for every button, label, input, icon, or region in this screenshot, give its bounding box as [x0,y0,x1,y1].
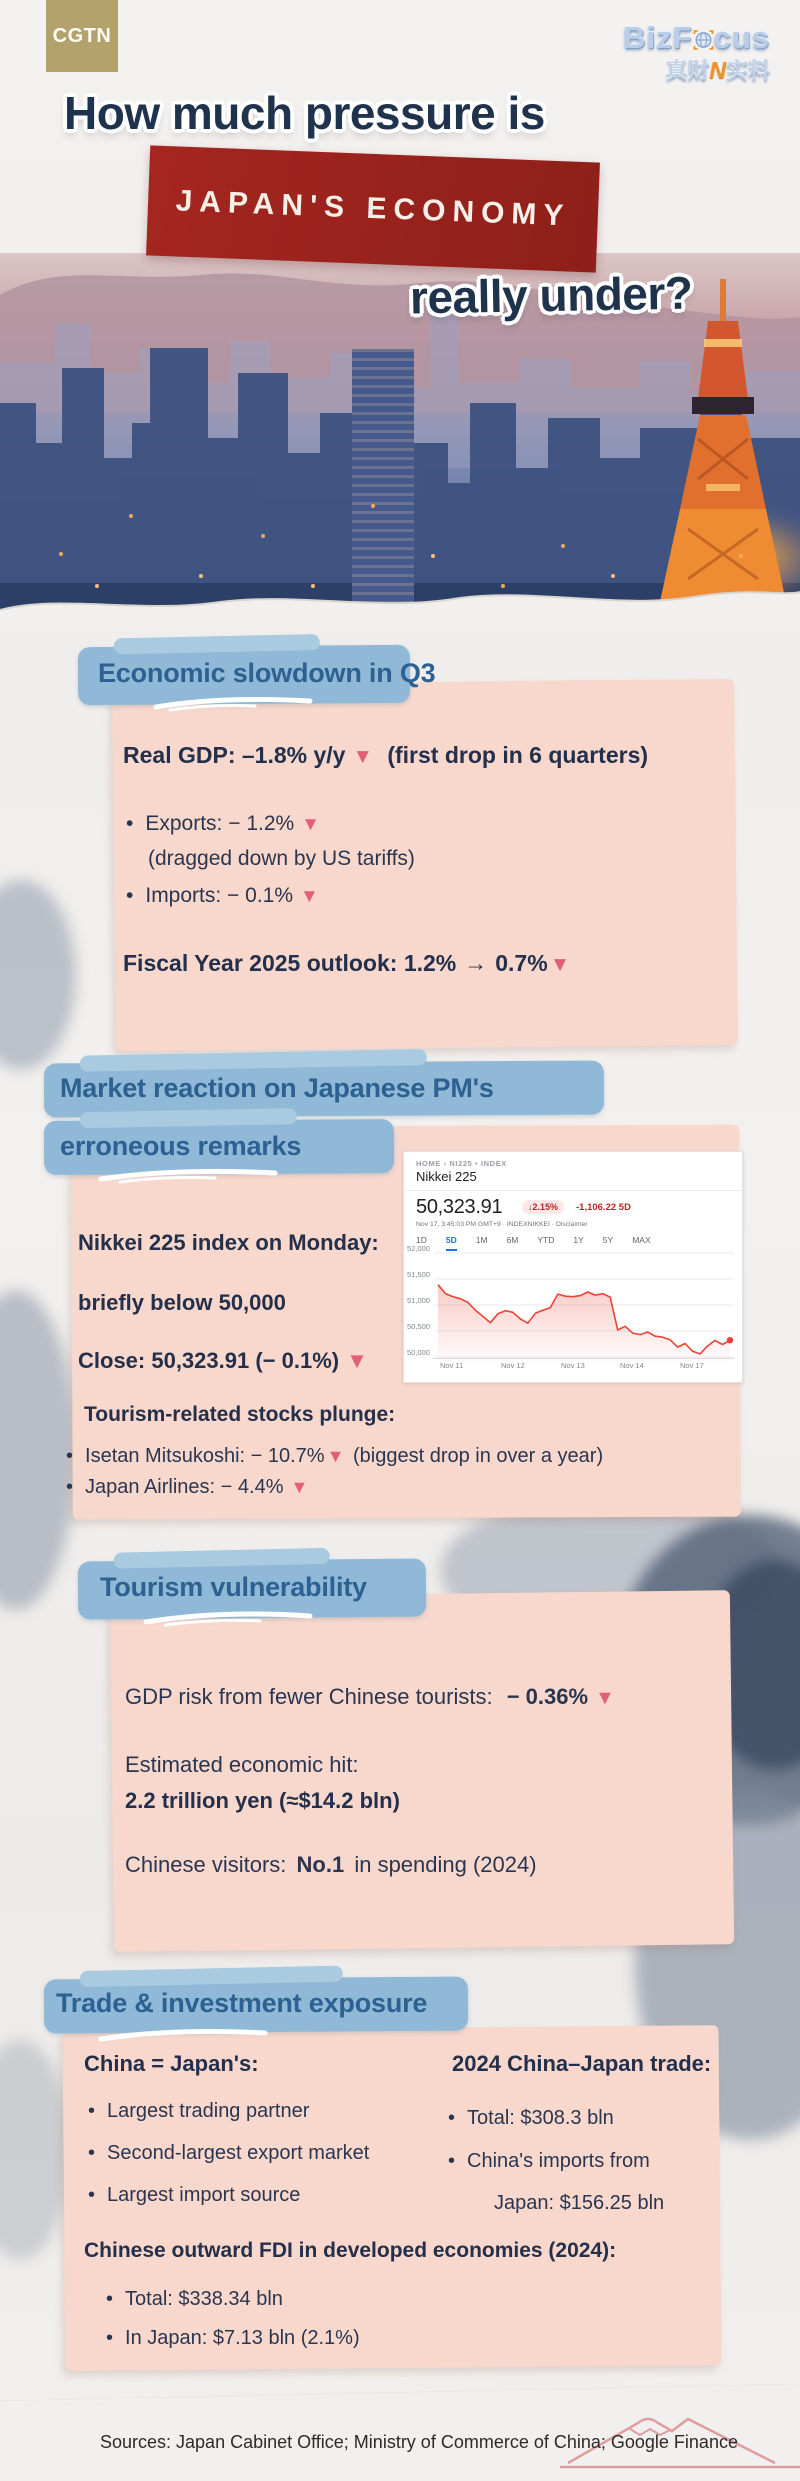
visitors-suffix: in spending (2024) [354,1852,537,1877]
right-bullet-2 [448,2150,650,2173]
bullet-icon: • [126,812,134,835]
brush-swoosh [95,2026,275,2044]
stock-bullet-isetan [66,1445,603,1468]
bullet-icon: • [106,2327,114,2349]
bizfocus-cn-left: 真财 [665,58,710,83]
fdi-bullet-1-text: Total: $338.34 bln [125,2288,283,2310]
bizfocus-text-right: cus [713,20,770,55]
imports-bullet [126,884,319,908]
y-tick: 51,500 [407,1270,430,1279]
x-tick: Nov 12 [501,1361,525,1370]
y-tick: 51,000 [407,1296,430,1305]
right-bullet-1-text: Total: $308.3 bln [467,2107,614,2129]
main-title-line2: really under? [409,266,693,324]
bizfocus-wordmark [623,20,770,56]
fdi-bullet-2-text: In Japan: $7.13 bln (2.1%) [125,2327,360,2349]
paper-crease [0,2384,800,2403]
title-highlight-box [146,145,600,272]
tokyo-tower-illustration [648,279,798,615]
right-bullet-2-cont: Japan: $156.25 bln [494,2192,665,2214]
down-triangle-icon: ▼ [300,886,319,907]
imports-value: Imports: − 0.1% [145,884,294,907]
x-tick: Nov 14 [620,1361,644,1370]
tab-5d[interactable]: 5D [446,1232,457,1251]
bullet-icon: • [448,2107,456,2129]
chart-title: Nikkei 225 [416,1169,477,1184]
tab-1d[interactable]: 1D [416,1235,427,1245]
economic-hit-label: Estimated economic hit: [125,1752,359,1777]
left-bullet-3-text: Largest import source [107,2184,301,2206]
bullet-icon: • [126,884,134,907]
nikkei-text-line2: briefly below 50,000 [78,1290,286,1315]
y-tick: 52,000 [407,1244,430,1253]
down-triangle-icon: ▼ [301,814,320,835]
title-highlight-text: JAPAN'S ECONOMY [175,184,571,233]
right-bullet-1 [448,2107,614,2130]
right-bullet-2-line1: China's imports from [467,2150,650,2172]
tab-1y[interactable]: 1Y [573,1235,584,1245]
left-bullet-1 [88,2100,309,2123]
left-bullet-2-text: Second-largest export market [107,2142,370,2164]
divider [404,1190,742,1191]
chart-price: 50,323.91 [416,1196,503,1218]
bizfocus-chinese [623,54,770,85]
main-title-line1: How much pressure is [64,87,545,139]
fdi-bullet-2 [106,2327,360,2350]
section3-header: Tourism vulnerability [100,1572,367,1602]
y-tick: 50,000 [407,1348,430,1357]
brush-swoosh [140,1608,320,1628]
stocks-plunge-header: Tourism-related stocks plunge: [84,1403,396,1426]
change-percent-badge: ↓2.15% [522,1200,564,1214]
gdp-risk-label: GDP risk from fewer Chinese tourists: [125,1684,493,1709]
bizfocus-n-arrow: N [709,57,726,83]
close-value: Close: 50,323.91 (− 0.1%) [78,1348,340,1373]
torn-paper-edge [0,584,800,628]
down-triangle-icon: ▼ [346,1348,368,1373]
tab-1m[interactable]: 1M [475,1235,488,1245]
fdi-header: Chinese outward FDI in developed economies (2024): [84,2239,617,2262]
down-triangle-icon: ▼ [290,1477,309,1497]
left-bullet-1-text: Largest trading partner [107,2100,310,2122]
fiscal-outlook-label: Fiscal Year 2025 outlook: 1.2% [123,950,457,976]
gdp-risk-line [125,1684,615,1710]
down-triangle-icon: ▼ [326,1446,345,1466]
google-finance-chart [403,1151,743,1383]
breadcrumb[interactable]: HOME › NI225 • INDEX [416,1159,507,1168]
change-absolute: -1,106.22 5D [576,1202,631,1213]
exports-bullet [126,812,320,836]
down-triangle-icon: ▼ [595,1687,615,1709]
x-tick: Nov 11 [440,1361,464,1370]
bullet-icon: • [88,2142,96,2164]
bullet-icon: • [448,2150,456,2172]
section4-header: Trade & investment exposure [56,1988,428,2018]
arrow-right-icon: → [464,950,488,976]
left-bullet-3 [88,2184,300,2207]
bullet-icon: • [106,2288,114,2310]
x-axis [432,1358,734,1359]
fdi-bullet-1 [106,2288,283,2311]
exports-note: (dragged down by US tariffs) [148,847,415,870]
watercolor-blob [0,2040,70,2260]
tab-ytd[interactable]: YTD [537,1235,555,1245]
sources-line: Sources: Japan Cabinet Office; Ministry of Commerce of China; Google Finance [100,2432,738,2452]
china-japan-trade-header: 2024 China–Japan trade: [452,2051,712,2076]
section2-header-line1: Market reaction on Japanese PM's [60,1073,494,1103]
x-tick: Nov 13 [561,1361,585,1370]
isetan-note: (biggest drop in over a year) [352,1445,604,1467]
exports-value: Exports: − 1.2% [145,812,295,835]
stock-bullet-jal [66,1476,308,1499]
real-gdp-note: (first drop in 6 quarters) [387,742,649,768]
visitors-rank: No.1 [296,1852,345,1877]
watercolor-blob [0,1290,76,1610]
bizfocus-text-left: BizF [623,20,693,55]
tab-6m[interactable]: 6M [506,1235,519,1245]
city-lights [0,253,2,255]
cgtn-logo-text: CGTN [52,24,112,47]
bullet-icon: • [88,2184,96,2206]
brush-swoosh [150,694,320,712]
left-bullet-2 [88,2142,369,2165]
visitors-prefix: Chinese visitors: [125,1852,287,1877]
bullet-icon: • [66,1445,74,1467]
y-tick: 50,500 [407,1322,430,1331]
watercolor-blob [0,880,76,1070]
china-japans-header: China = Japan's: [84,2051,259,2076]
bullet-icon: • [88,2100,96,2122]
fiscal-outlook-value: 0.7% [495,950,548,976]
isetan-value: Isetan Mitsukoshi: − 10.7% [85,1445,325,1467]
economic-hit-value: 2.2 trillion yen (≈$14.2 bln) [125,1788,400,1813]
lit-building [352,349,414,615]
nikkei-line-chart [434,1249,734,1369]
real-gdp-line [123,742,648,769]
real-gdp-value: Real GDP: –1.8% y/y [123,742,346,768]
brush-swoosh [95,1166,285,1184]
down-triangle-icon: ▼ [549,953,571,976]
bullet-icon: • [66,1476,74,1498]
bizfocus-cn-right: 实料 [725,58,770,83]
nikkei-text-line1: Nikkei 225 index on Monday: [78,1230,379,1255]
down-triangle-icon: ▼ [352,745,373,768]
visitors-line [125,1852,537,1878]
section2-header-line2: erroneous remarks [60,1131,302,1161]
tab-max[interactable]: MAX [632,1235,651,1245]
nikkei-close-line [78,1348,368,1374]
jal-value: Japan Airlines: − 4.4% [85,1476,284,1498]
cgtn-logo [46,0,118,72]
x-tick: Nov 17 [680,1361,704,1370]
bizfocus-logo [623,20,770,85]
globe-icon [693,22,714,43]
tab-5y[interactable]: 5Y [602,1235,614,1245]
gdp-risk-value: − 0.36% [506,1684,589,1709]
section1-header: Economic slowdown in Q3 [98,658,436,688]
fiscal-outlook-line [123,950,570,977]
chart-subtitle: Nov 17, 3:45:03 PM GMT+9 · INDEXNIKKEI · Disclaimer [416,1221,588,1228]
